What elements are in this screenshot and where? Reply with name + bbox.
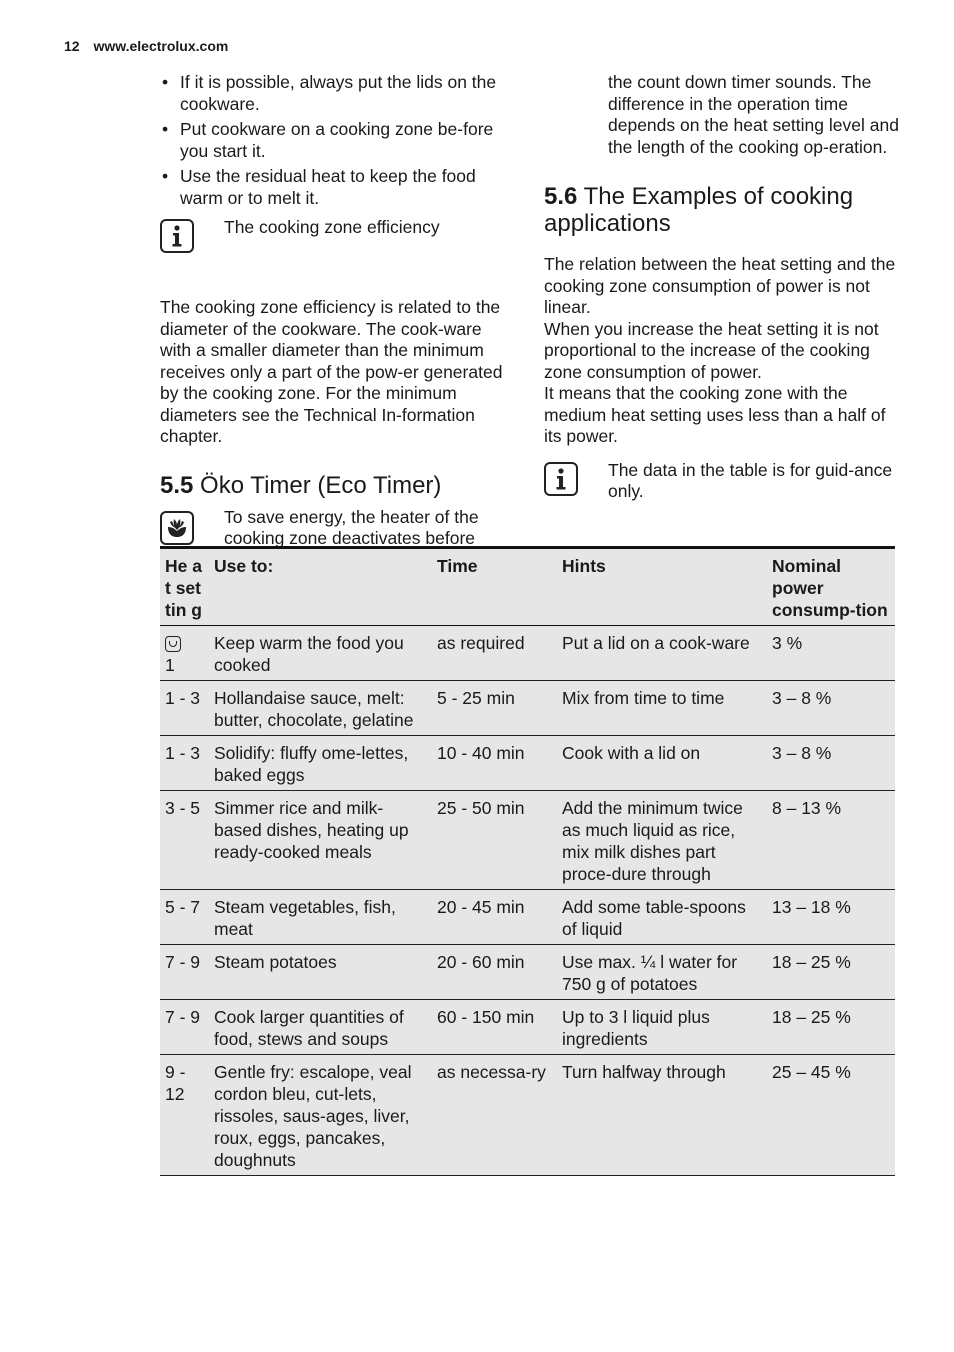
table-row bbox=[160, 681, 895, 736]
heat-cell: 1 - 3 bbox=[160, 736, 209, 791]
tips-list bbox=[160, 72, 515, 209]
power-cell: 3 – 8 % bbox=[767, 736, 895, 791]
power-cell: 3 % bbox=[767, 626, 895, 681]
info-note-text: The data in the table is for guid-ance only. bbox=[608, 459, 893, 501]
section-heading-5-5 bbox=[160, 472, 515, 499]
column-header-use: Use to: bbox=[209, 548, 432, 626]
page-header bbox=[64, 38, 228, 54]
table-header-row bbox=[160, 548, 895, 626]
power-cell: 13 – 18 % bbox=[767, 890, 895, 945]
heat-cell: 5 - 7 bbox=[160, 890, 209, 945]
time-cell: 20 - 45 min bbox=[432, 890, 557, 945]
info-note bbox=[544, 460, 899, 504]
power-cell: 18 – 25 % bbox=[767, 1000, 895, 1055]
time-cell: 20 - 60 min bbox=[432, 945, 557, 1000]
left-column bbox=[160, 72, 515, 551]
table-row bbox=[160, 736, 895, 791]
time-cell: 10 - 40 min bbox=[432, 736, 557, 791]
info-note-text: The cooking zone efficiency bbox=[224, 217, 440, 237]
list-item: • Use the residual heat to keep the food warm or to melt it. bbox=[160, 166, 520, 209]
use-cell: Hollandaise sauce, melt: butter, chocolate, gelatine bbox=[209, 681, 432, 736]
hints-cell: Mix from time to time bbox=[557, 681, 767, 736]
use-cell: Cook larger quantities of food, stews and soups bbox=[209, 1000, 432, 1055]
time-cell: as required bbox=[432, 626, 557, 681]
section-title: The Examples of cooking applications bbox=[544, 183, 854, 237]
heat-value: 1 bbox=[165, 655, 175, 675]
hints-cell: Use max. ¼ l water for 750 g of potatoes bbox=[557, 945, 767, 1000]
hints-cell: Put a lid on a cook-ware bbox=[557, 626, 767, 681]
use-cell: Keep warm the food you cooked bbox=[209, 626, 432, 681]
cooking-examples-table bbox=[160, 546, 895, 1176]
info-icon bbox=[544, 462, 578, 496]
column-header-power: Nominal power consump-tion bbox=[767, 548, 895, 626]
paragraph-nonlinear: The relation between the heat setting and the cooking zone consumption of power is not linear. bbox=[544, 254, 896, 317]
heat-cell bbox=[160, 626, 209, 681]
time-cell: 25 - 50 min bbox=[432, 791, 557, 890]
eco-note-text: To save energy, the heater of the cooking zone deactivates before bbox=[224, 506, 479, 548]
hints-cell: Add some table-spoons of liquid bbox=[557, 890, 767, 945]
power-cell: 25 – 45 % bbox=[767, 1055, 895, 1176]
hints-cell: Up to 3 l liquid plus ingredients bbox=[557, 1000, 767, 1055]
section-number: 5.6 bbox=[544, 183, 578, 210]
info-icon bbox=[160, 219, 194, 253]
power-cell: 18 – 25 % bbox=[767, 945, 895, 1000]
heat-cell: 7 - 9 bbox=[160, 1000, 209, 1055]
list-item: • If it is possible, always put the lids on the cookware. bbox=[160, 72, 510, 115]
column-header-hints: Hints bbox=[557, 548, 767, 626]
website-link[interactable]: www.electrolux.com bbox=[93, 38, 229, 54]
heat-cell: 7 - 9 bbox=[160, 945, 209, 1000]
time-cell: 5 - 25 min bbox=[432, 681, 557, 736]
table-row bbox=[160, 945, 895, 1000]
paragraph-medium: It means that the cooking zone with the medium heat setting uses less than a half of its power. bbox=[544, 383, 886, 446]
eco-note bbox=[160, 507, 515, 551]
use-cell: Gentle fry: escalope, veal cordon bleu, cut-lets, rissoles, saus-ages, liver, roux, eggs, pancakes, doughnuts bbox=[209, 1055, 432, 1176]
table-row bbox=[160, 791, 895, 890]
list-item: • Put cookware on a cooking zone be-fore you start it. bbox=[160, 119, 500, 162]
table-row bbox=[160, 1000, 895, 1055]
power-cell: 8 – 13 % bbox=[767, 791, 895, 890]
time-cell: as necessa-ry bbox=[432, 1055, 557, 1176]
info-note bbox=[160, 217, 515, 261]
section-heading-5-6 bbox=[544, 183, 884, 237]
table-row bbox=[160, 626, 895, 681]
table-row bbox=[160, 1055, 895, 1176]
hints-cell: Add the minimum twice as much liquid as rice, mix milk dishes part proce-dure through bbox=[557, 791, 767, 890]
use-cell: Simmer rice and milk-based dishes, heating up ready-cooked meals bbox=[209, 791, 432, 890]
use-cell: Steam vegetables, fish, meat bbox=[209, 890, 432, 945]
page-number: 12 bbox=[64, 38, 80, 54]
power-cell: 3 – 8 % bbox=[767, 681, 895, 736]
continuation-paragraph: the count down timer sounds. The difference in the operation time depends on the heat setting level and the length of the cooking op-eration. bbox=[608, 72, 899, 157]
use-cell: Solidify: fluffy ome-lettes, baked eggs bbox=[209, 736, 432, 791]
section-number: 5.5 bbox=[160, 471, 194, 499]
hints-cell: Turn halfway through bbox=[557, 1055, 767, 1176]
time-cell: 60 - 150 min bbox=[432, 1000, 557, 1055]
column-header-time: Time bbox=[432, 548, 557, 626]
table-row bbox=[160, 890, 895, 945]
heat-cell: 3 - 5 bbox=[160, 791, 209, 890]
efficiency-paragraph: The cooking zone efficiency is related to the diameter of the cookware. The cook-ware with a smaller diameter than the minimum receives only a part of the pow-er generated by the cooking zone. For the minimum diameters see the Technical In-formation chapter. bbox=[160, 297, 503, 446]
section-title: Öko Timer (Eco Timer) bbox=[200, 471, 442, 499]
paragraph-increase: When you increase the heat setting it is not proportional to the increase of the cooking zone consumption of power. bbox=[544, 318, 879, 382]
heat-cell: 1 - 3 bbox=[160, 681, 209, 736]
use-cell: Steam potatoes bbox=[209, 945, 432, 1000]
right-column bbox=[544, 72, 899, 504]
hints-cell: Cook with a lid on bbox=[557, 736, 767, 791]
column-header-heat-setting: He at set tin g bbox=[160, 548, 209, 626]
eco-leaf-icon bbox=[160, 511, 194, 545]
keep-warm-icon bbox=[165, 636, 181, 652]
heat-cell: 9 - 12 bbox=[160, 1055, 209, 1176]
